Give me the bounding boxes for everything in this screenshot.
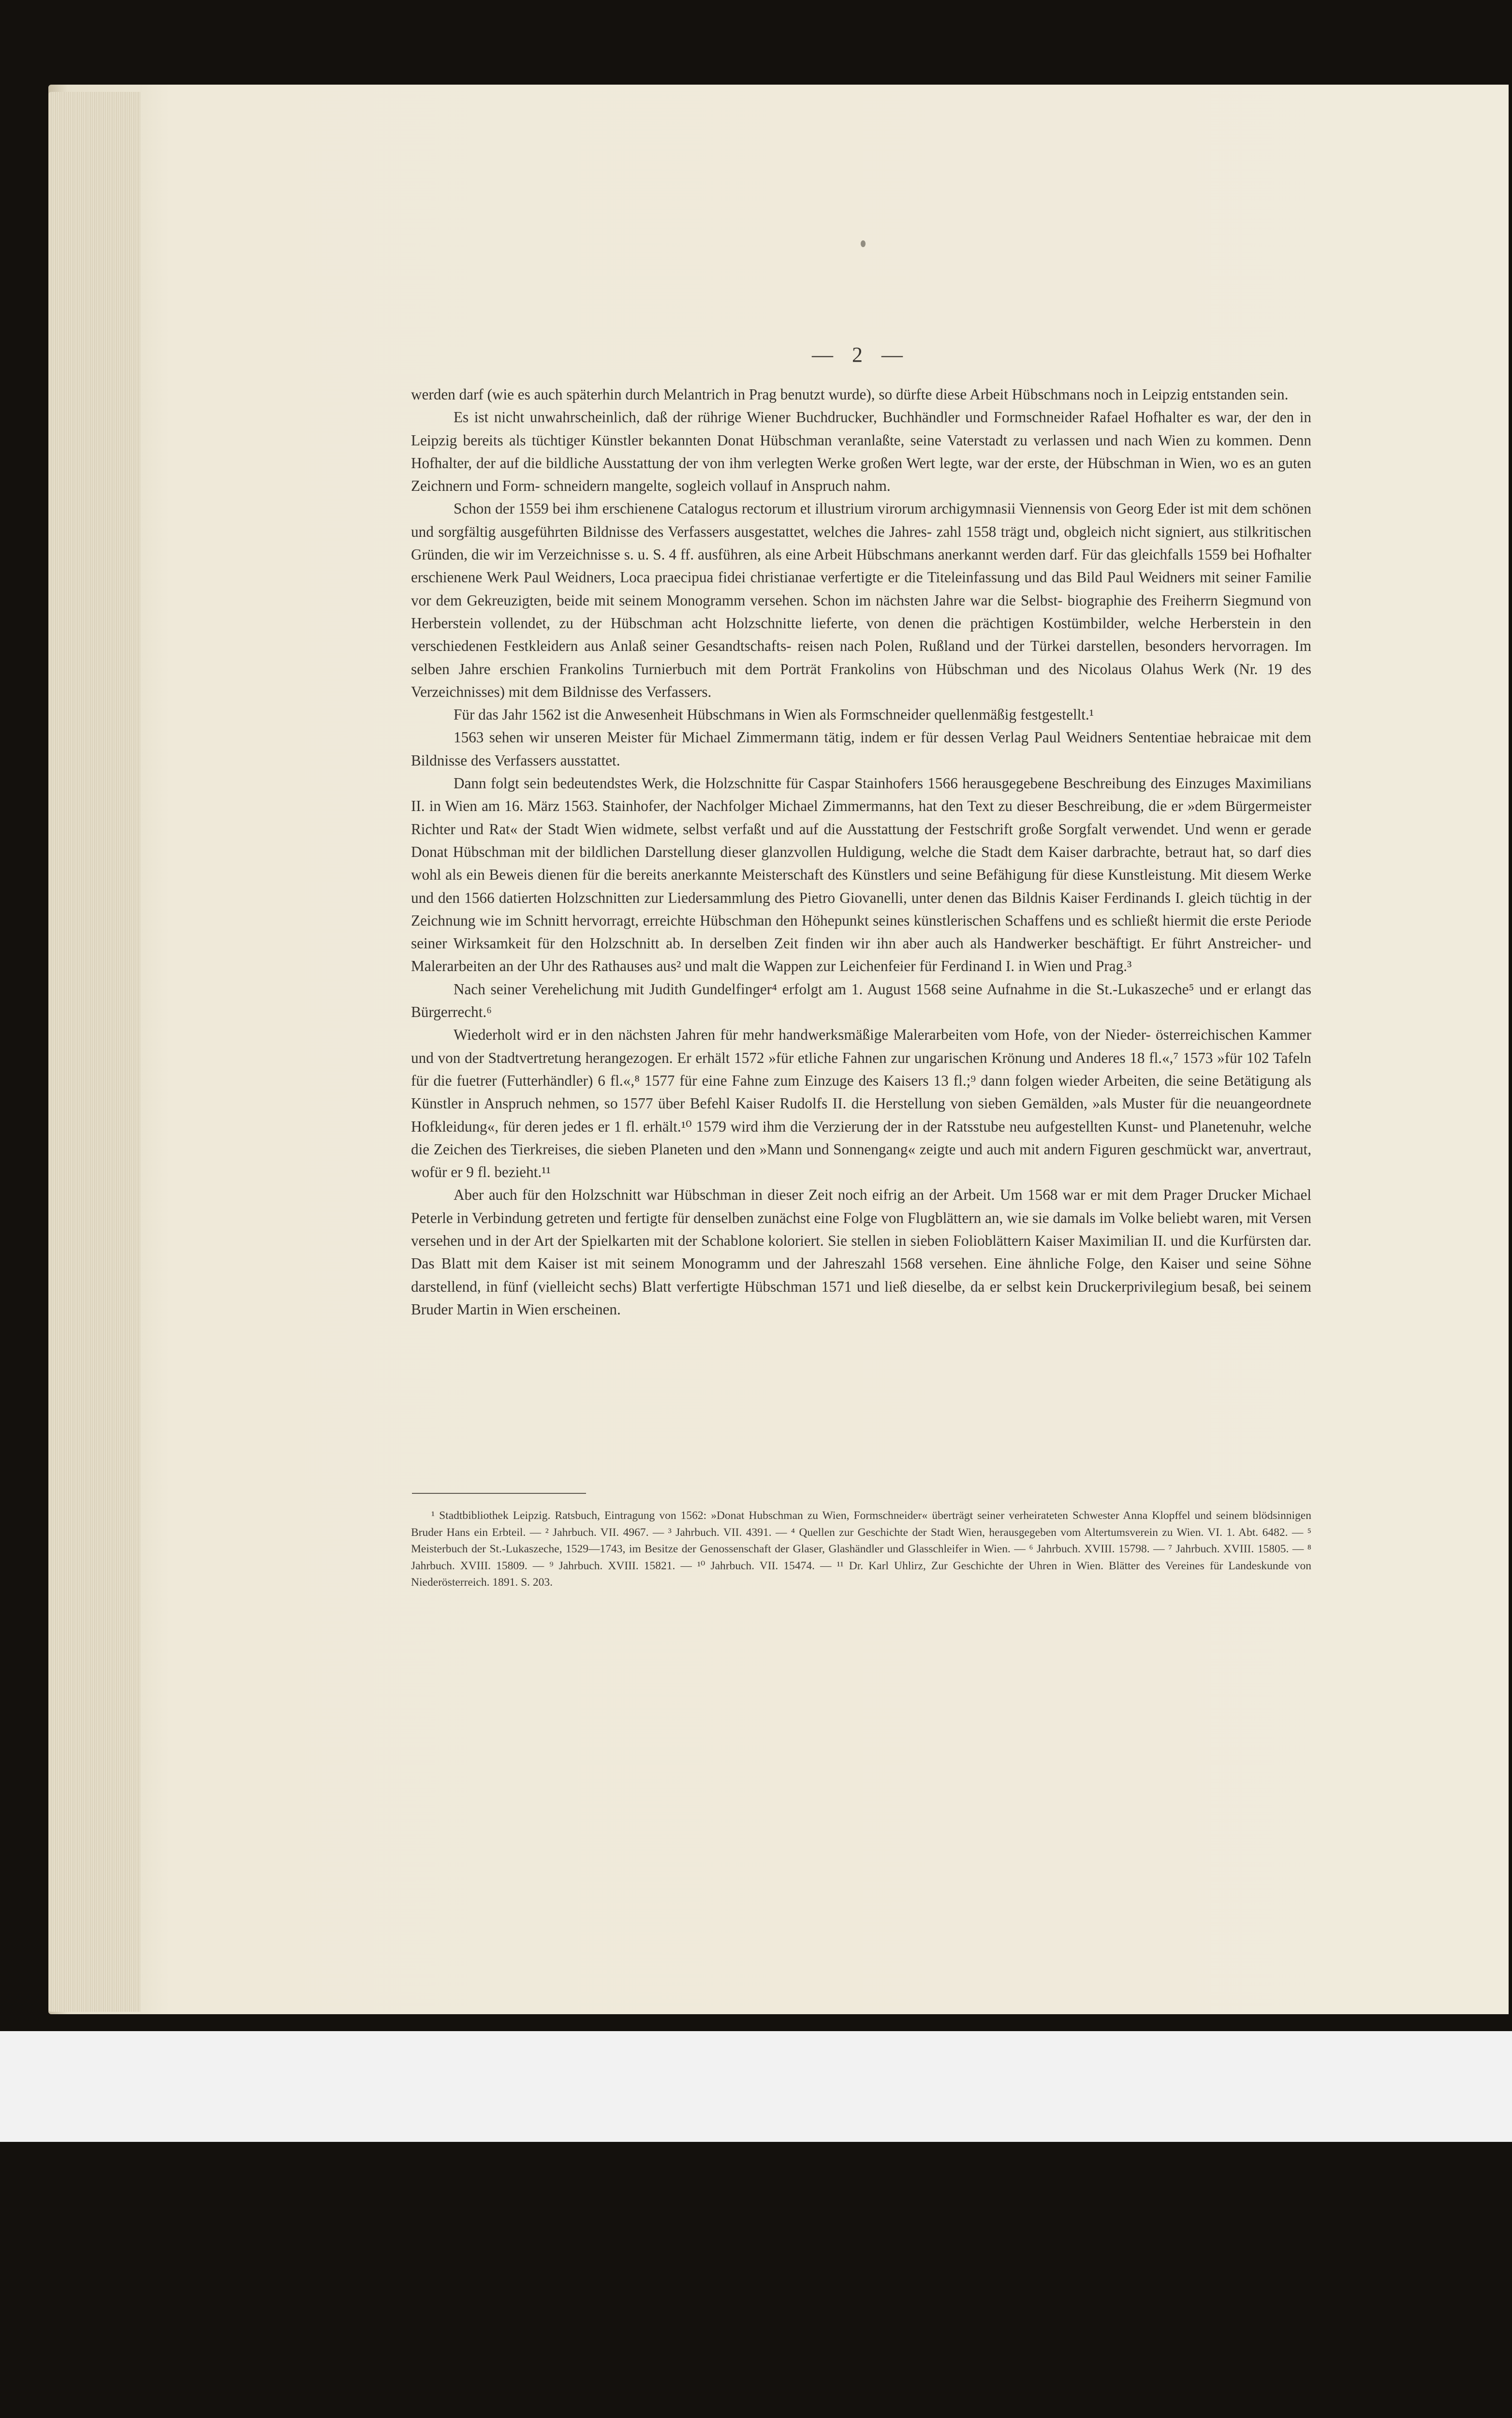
paragraph: Für das Jahr 1562 ist die Anwesenheit Hübschmans in Wien als Formschneider quellenmäßig festgestellt.¹ [454, 706, 1094, 723]
page-edges [48, 92, 140, 2012]
paragraph: Schon der 1559 bei ihm erschienene Catalogus rectorum et illustrium virorum archigymnasii Viennensis von Georg Eder ist mit dem schönen und sorgfältig ausgeführten Bildnisse des Verfassers ausgestattet, welches die Jahres- zahl 1558 trägt und, obgleich nicht signiert, aus stilkritischen Gründen, die wir im Verzeichnisse s. u. S. 4 ff. ausführen, als eine Arbeit Hübschmans anerkannt werden darf. Für das gleichfalls 1559 bei Hofhalter erschienene Werk Paul Weidners, Loca praecipua fidei christianae verfertigte er die Titeleinfassung und das Bild Paul Weidners mit seiner Familie vor dem Gekreuzigten, beide mit seinem Monogramm versehen. Schon im nächsten Jahre war die Selbst- biographie des Freiherrn Siegmund von Herberstein vollendet, zu der Hübschman acht Holzschnitte lieferte, von denen die prächtigen Kostümbilder, welche Herberstein in den verschiedenen Festkleidern aus Anlaß seiner Gesandtschafts- reisen nach Polen, Rußland und der Türkei darstellen, besonders hervorragen. Im selben Jahre erschien Frankolins Turnierbuch mit dem Porträt Frankolins von Hübschman und des Nicolaus Olahus Werk (Nr. 19 des Verzeichnisses) mit dem Bildnisse des Verfassers. [411, 500, 1311, 700]
viewer-footer [0, 2031, 1512, 2142]
paragraph: Es ist nicht unwahrscheinlich, daß der rührige Wiener Buchdrucker, Buchhändler und Formschneider Rafael Hofhalter es war, der den in Leipzig bereits als tüchtiger Künstler bekannten Donat Hübschman veranlaßte, seine Vaterstadt zu verlassen und nach Wien zu kommen. Denn Hofhalter, der auf die bildliche Ausstattung der von ihm verlegten Werke großen Wert legte, war der erste, der Hübschman in Wien, wo es an guten Zeichnern und Form- schneidern mangelte, sogleich vollauf in Anspruch nahm. [411, 409, 1311, 495]
paragraph: Nach seiner Verehelichung mit Judith Gundelfinger⁴ erfolgt am 1. August 1568 seine Aufnahme in die St.-Lukaszeche⁵ und er erlangt das Bürgerrecht.⁶ [411, 980, 1311, 1021]
paragraph: Wiederholt wird er in den nächsten Jahren für mehr handwerksmäßige Malerarbeiten vom Hofe, von der Nieder- österreichischen Kammer und von der Stadtvertretung herangezogen. Er erhält 1572 »für etliche Fahnen zur ungarischen Krönung und Anderes 18 fl.«,⁷ 1573 »für 102 Tafeln für die fuetrer (Futterhändler) 6 fl.«,⁸ 1577 für eine Fahne zum Einzuge des Kaisers 13 fl.;⁹ dann folgen wieder Arbeiten, die seine Betätigung als Künstler in Anspruch nehmen, so 1577 über Befehl Kaiser Rudolfs II. die Herstellung von sieben Gemälden, »als Muster für die neuangeordnete Hofkleidung«, für deren jedes er 1 fl. erhält.¹⁰ 1579 wird ihm die Verzierung der in der Ratsstube neu aufgestellten Kunst- und Planetenuhr, welche die Zeichen des Tierkreises, die sieben Planeten und den »Mann und Sonnengang« zeigte und auch mit andern Figuren geschmückt war, anvertraut, wofür er 9 fl. bezieht.¹¹ [411, 1026, 1311, 1181]
page-number: — 2 — [812, 343, 910, 367]
footnote-rule [412, 1493, 586, 1494]
body-text [411, 383, 1311, 1321]
paragraph: Dann folgt sein bedeutendstes Werk, die Holzschnitte für Caspar Stainhofers 1566 herausgegebene Beschreibung des Einzuges Maximilians II. in Wien am 16. März 1563. Stainhofer, der Nachfolger Michael Zimmermanns, hat den Text zu dieser Beschreibung, die er »dem Bürgermeister Richter und Rat« der Stadt Wien widmete, selbst verfaßt und auf die Ausstattung der Festschrift große Sorgfalt verwendet. Und wenn er gerade Donat Hübschman mit der bildlichen Darstellung dieser glanzvollen Huldigung, welche die Stadt dem Kaiser darbrachte, betraut hat, so darf dies wohl als ein Beweis dienen für die bereits anerkannte Meisterschaft des Künstlers und seine Befähigung für diese Kunstleistung. Mit diesem Werke und den 1566 datierten Holzschnitten zur Liedersammlung des Pietro Giovanelli, unter denen das Bildnis Kaiser Ferdinands I. gleich tüchtig in der Zeichnung wie im Schnitt hervorragt, erreichte Hübschman den Höhepunkt seines künstlerischen Schaffens und es schließt hiermit die erste Periode seiner Wirksamkeit für den Holzschnitt ab. In derselben Zeit finden wir ihn aber auch als Handwerker beschäftigt. Er führt Anstreicher- und Malerarbeiten an der Uhr des Rathauses aus² und malt die Wappen zur Leichenfeier für Ferdinand I. in Wien und Prag.³ [411, 775, 1311, 975]
paragraph: werden darf (wie es auch späterhin durch Melantrich in Prag benutzt wurde), so dürfte diese Arbeit Hübschmans noch in Leipzig entstanden sein. [411, 386, 1289, 403]
paragraph: Aber auch für den Holzschnitt war Hübschman in dieser Zeit noch eifrig an der Arbeit. Um 1568 war er mit dem Prager Drucker Michael Peterle in Verbindung getreten und fertigte für denselben zunächst eine Folge von Flugblättern an, wie sie damals im Volke beliebt waren, mit Versen versehen und in der Art der Spielkarten mit der Schablone koloriert. Sie stellen in sieben Folioblättern Kaiser Maximilian II. und die Kurfürsten dar. Das Blatt mit dem Kaiser ist mit seinem Monogramm und der Jahreszahl 1568 versehen. Eine ähnliche Folge, den Kaiser und seine Söhne darstellend, in fünf (vielleicht sechs) Blatt verfertigte Hübschman 1571 und ließ dieselbe, da er selbst kein Druckerprivilegium besaß, bei seinem Bruder Martin in Wien erscheinen. [411, 1186, 1311, 1318]
footnotes [411, 1507, 1311, 1591]
footnote-text: ¹ Stadtbibliothek Leipzig. Ratsbuch, Eintragung von 1562: »Donat Hubschman zu Wien, Formschneider« überträgt seiner verheirateten Schwester Anna Klopffel und seinem blödsinnigen Bruder Hans ein Erbteil. — ² Jahrbuch. VII. 4967. — ³ Jahrbuch. VII. 4391. — ⁴ Quellen zur Geschichte der Stadt Wien, herausgegeben vom Altertumsverein zu Wien. VI. 1. Abt. 6482. — ⁵ Meisterbuch der St.-Lukaszeche, 1529—1743, im Besitze der Genossenschaft der Glaser, Glashändler und Glasschleifer in Wien. — ⁶ Jahrbuch. XVIII. 15798. — ⁷ Jahrbuch. XVIII. 15805. — ⁸ Jahrbuch. XVIII. 15809. — ⁹ Jahrbuch. XVIII. 15821. — ¹⁰ Jahrbuch. VII. 15474. — ¹¹ Dr. Karl Uhlirz, Zur Geschichte der Uhren in Wien. Blätter des Vereines für Landeskunde von Niederösterreich. 1891. S. 203. [411, 1509, 1311, 1589]
paper-blemish [861, 240, 866, 247]
paragraph: 1563 sehen wir unseren Meister für Michael Zimmermann tätig, indem er für dessen Verlag Paul Weidners Sententiae hebraicae mit dem Bildnisse des Verfassers ausstattet. [411, 729, 1311, 769]
